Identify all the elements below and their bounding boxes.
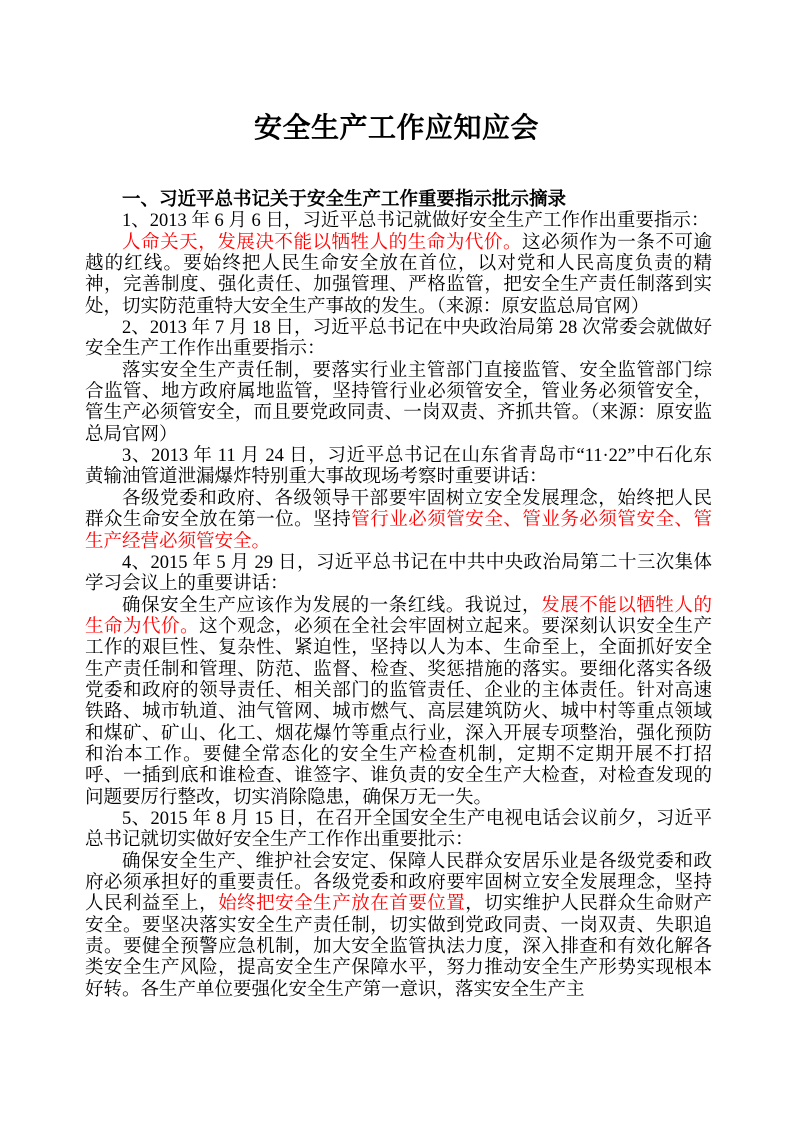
section-heading [85,190,712,211]
text-run: ，切实维护人民群众生命财产安全。要坚决落实安全生产责任制，切实做到党政同责、一岗双责、失职追责。要健全预警应急机制，加大安全监管执法力度，深入排查和有效化解各类安全生产风险，提高安全生产保障水平，努力推动安全生产形势实现根本好转。各生产单位要强化安全生产第一意识，落实安全生产主 [85,894,712,1000]
text-run: 各级党委和政府、各级领导干部要牢固树立安全发展理念，始终把人民群众生命安全放在第一位。坚持 [85,488,712,531]
item-3-quote [85,489,712,553]
item-2-quote [85,361,712,446]
text-run: 这个观念，必须在全社会牢固树立起来。要深刻认识安全生产工作的艰巨性、复杂性、紧迫性，坚持以人为本、生命至上，全面抓好安全生产责任制和管理、防范、监督、检查、奖惩措施的落实。要细化落实各级党委和政府的领导责任、相关部门的监管责任、企业的主体责任。针对高速铁路、城市轨道、油气管网、城市燃气、高层建筑防火、城中村等重点领域和煤矿、矿山、化工、烟花爆竹等重点行业，深入开展专项整治，强化预防和治本工作。要健全常态化的安全生产检查机制，定期不定期开展不打招呼、一插到底和谁检查、谁签字、谁负责的安全生产大检查，对检查发现的问题要厉行整改，切实消除隐患，确保万无一失。 [85,616,712,808]
highlighted-text-run: 发展不能以牺牲人的生命为代价。 [85,595,712,637]
page-title: 安全生产工作应知应会 [253,113,539,144]
item-5-quote [85,852,712,1001]
item-5-intro [85,809,712,852]
item-2-intro [85,318,712,361]
text-run: 确保安全生产应该作为发展的一条红线。我说过， [122,595,542,616]
text-run: 3、2013 年 11 月 24 日，习近平总书记在山东省青岛市“11·22”中石化东黄输油管道泄漏爆炸特别重大事故现场考察时重要讲话： [85,446,712,488]
text-run: 落实安全生产责任制，要落实行业主管部门直接监管、安全监管部门综合监管、地方政府属地监管，坚持管行业必须管安全，管业务必须管安全，管生产必须管安全，而且要党政同责、一岗双责、齐抓共管。（来源：原安监总局官网） [85,360,712,445]
item-1-intro [85,211,712,232]
document-body [85,190,712,1001]
text-run: 这必须作为一条不可逾越的红线。要始终把人民生命安全放在首位，以对党和人民高度负责的精神，完善制度、强化责任、加强管理、严格监管，把安全生产责任制落到实处，切实防范重特大安全生产事故的发生。（来源：原安监总局官网） [85,232,712,317]
highlighted-text-run: 人命关天，发展决不能以牺牲人的生命为代价。 [122,232,523,253]
text-run: 4、2015 年 5 月 29 日，习近平总书记在中共中央政治局第二十三次集体学习会议上的重要讲话： [85,552,712,595]
text-run: 一、习近平总书记关于安全生产工作重要指示批示摘录 [122,190,567,210]
highlighted-text-run: 始终把安全生产放在首要位置 [218,894,466,915]
text-run: 5、2015 年 8 月 15 日，在召开全国安全生产电视电话会议前夕，习近平总书记就切实做好安全生产工作作出重要批示： [85,808,712,851]
text-run: 确保安全生产、维护社会安定、保障人民群众安居乐业是各级党委和政府必须承担好的重要责任。各级党委和政府要牢固树立安全发展理念，坚持人民利益至上， [85,851,712,915]
text-run: 1、2013 年 6 月 6 日，习近平总书记就做好安全生产工作作出重要指示： [122,211,710,232]
highlighted-text-run: 管行业必须管安全、管业务必须管安全、管生产经营必须管安全。 [85,510,712,552]
item-3-intro [85,446,712,489]
item-4-quote [85,596,712,809]
item-1-quote [85,233,712,318]
item-4-intro [85,553,712,596]
text-run: 2、2013 年 7 月 18 日，习近平总书记在中央政治局第 28 次常委会就做好安全生产工作作出重要指示： [85,318,712,360]
